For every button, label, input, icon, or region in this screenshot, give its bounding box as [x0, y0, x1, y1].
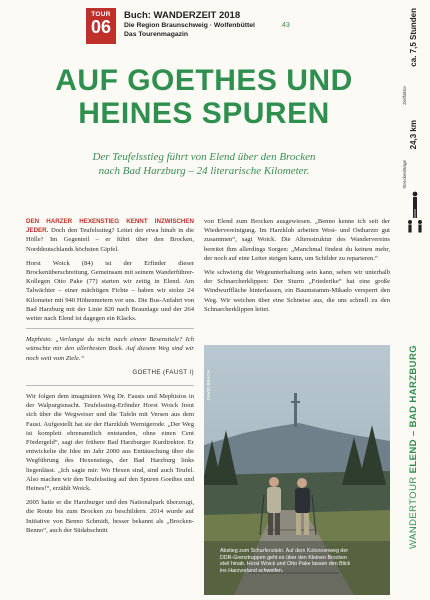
- length-label: Streckenlänge: [402, 160, 407, 189]
- article-title: [20, 64, 388, 130]
- article-column-left: [26, 217, 194, 540]
- length-value: 24,3 km: [409, 120, 418, 150]
- region-line: Die Region Braunschweig · Wolfenbüttel: [124, 22, 255, 29]
- body-paragraph: Wie schwierig die Wegeunterhaltung sein kann, sehen wir unterhalb der Schnarcherklippen: Der Sturm „Friederike“ hat eine große Windwurffläche hinterlassen, ein Baumstamm-Mikado versperrt den Weg. Wir weichen über eine Schneise aus, die uns schnell zu den Schnarcherklippen leitet.: [204, 269, 390, 313]
- title-line-1: AUF GOETHES UND: [55, 64, 353, 97]
- duration-label: Zeitfaktor: [402, 86, 407, 105]
- intro-text: Doch den Teufelsstieg? Leitet der etwa hinab in die Hölle? Im Gegenteil – er führt über den Brocken, Norddeutschlands höchsten Gipfel.: [26, 227, 194, 253]
- body-paragraph: von Elend zum Brocken ausgewiesen. „Benno kenne ich seit der Wiedervereinigung. Im Harzklub arbeiten West- und Ostharzer gut zusammen“, sagt Woick. Die Altersstruktur des Wandervereins bereitet ihm allerdings Sorgen: „Manchmal findest du keinen mehr, der noch auf eine Leiter steigen kann, um Schilder zu reparieren.“: [204, 218, 390, 262]
- tour-badge-label: TOUR: [91, 11, 111, 18]
- divider: [26, 385, 194, 386]
- body-paragraph: Wir folgen dem imaginären Weg Dr. Fausts und Mephistos in der Walpurgisnacht. Teufelsstieg-Erfinder Horst Woick freut sich über die Wegweiser und die Tafeln mit Versen aus dem Faust. Aufgestellt hat sie der Harzklub Wernigerode. „Der Weg ist komplett ehrenamtlich entstanden, ohne einen Cent Fördergeld“, sagt der frühere Bad Harzburger Kurdirektor. Er entwickelte die Idee im Jahr 2000 aus Enttäuschung über die Wegführung des Hexenstiegs, der Bad Harzburg links liegenlässt. „Ich sagte mir: Wo Hexen sind, sind auch Teufel. Also machen wir den Teufelsstieg auf den Spuren Goethes und Heines!“, erzählt Woick.: [26, 393, 194, 493]
- subtitle-line-1: Der Teufelsstieg führt von Elend über den Brocken: [92, 151, 316, 163]
- article-column-right: [204, 217, 390, 319]
- book-title: Buch: WANDERZEIT 2018: [124, 10, 241, 21]
- tour-route: ELEND – BAD HARZBURG: [408, 345, 419, 474]
- intro-paragraph: [26, 217, 194, 254]
- publication-info: [124, 10, 255, 39]
- tour-badge: [86, 8, 116, 44]
- hikers-icon: [404, 190, 426, 236]
- body-paragraph: 2005 hatte er die Harzburger und den Nationalpark überzeugt, die Route bis zum Brocken zu beschildern. 2014 wurde auf Initiative von Benno Schmidt, besser bekannt als „Brocken-Benno“, auch der Südabschnitt: [26, 499, 194, 534]
- quote-source: GOETHE (FAUST I): [132, 368, 194, 376]
- magazine-line: Das Tourenmagazin: [124, 31, 189, 38]
- subtitle-line-2: nach Bad Harzburg – 24 literarische Kilometer.: [98, 165, 310, 177]
- title-line-2: HEINES SPUREN: [78, 97, 330, 130]
- lead-in: DEN HARZER HEXENSTIEG KENNT INZWISCHEN JEDER.: [26, 218, 194, 235]
- duration-value: ca. 7,5 Stunden: [409, 8, 418, 67]
- tour-badge-number: 06: [90, 17, 112, 37]
- divider: [26, 328, 194, 329]
- photo-credit: DAVID BEACH: [206, 370, 211, 401]
- page-number: 43: [282, 22, 290, 29]
- photo-caption: Abstieg zum Scharfenstein: Auf dem Kolonnenweg der DDR-Grenztruppen geht es über den Kleinen Brocken steil hinab. Horst Woick und Otto Pake lassen den Blick ins Harzvorland schweifen.: [220, 548, 351, 574]
- tour-prefix: WANDERTOUR: [408, 476, 419, 549]
- faust-quote: Mephisto. „Verlangst du nicht nach einem Besenstiele? Ich wünschte mir den allerbesten Bock. Auf diesem Weg sind wir noch weit vom Ziele.“: [26, 336, 194, 362]
- body-paragraph: Horst Woick (84) ist der Erfinder dieser Brockenüberschreitung. Gemeinsam mit seinem Wanderführer-Kollegen Otto Pake (77) starten wir zeitig in Elend. Am Talwächter – einer mächtigen Fichte – haben wir stolze 24 Kilometer mit 940 Höhenmetern vor uns. Die Bus-Anfahrt von Bad Harzburg mit der Linie 820 nach Braunlage und der 264 weiter nach Elend ist dagegen ein Klacks.: [26, 259, 194, 323]
- article-subtitle: [30, 150, 378, 178]
- tour-route-label: [408, 345, 419, 549]
